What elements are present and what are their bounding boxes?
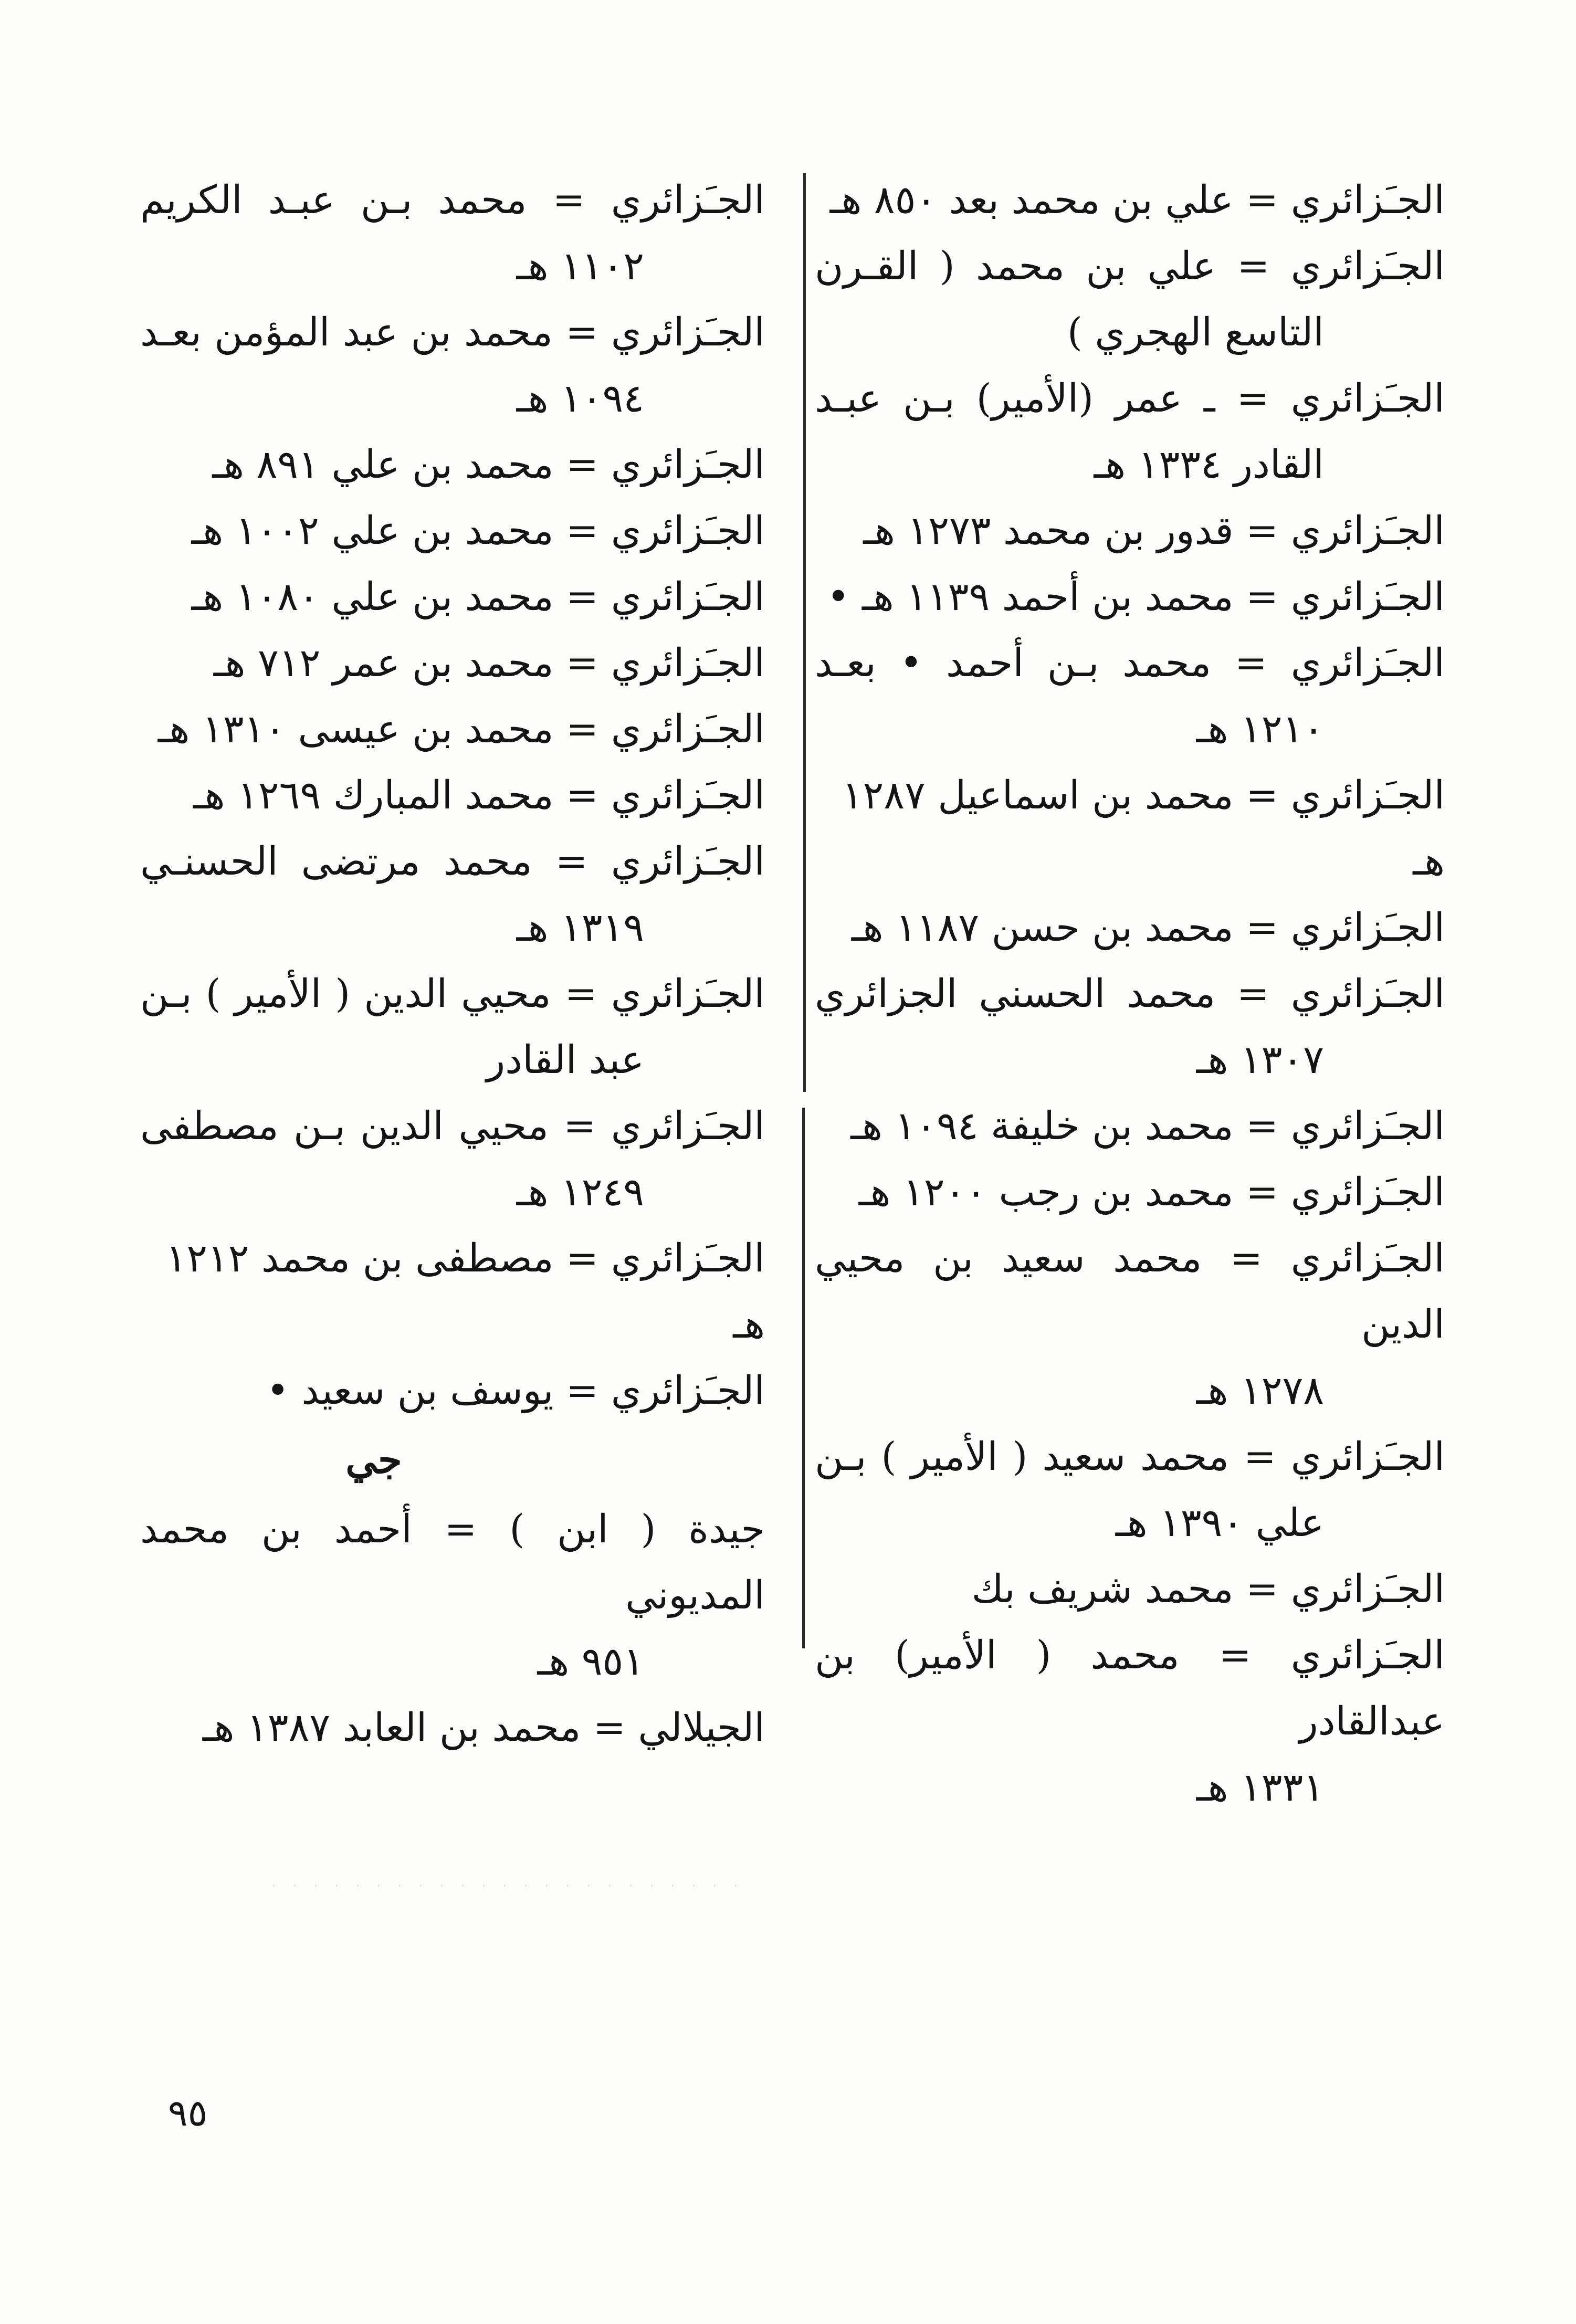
index-entry (140, 564, 765, 630)
index-entry (140, 1496, 765, 1695)
index-entry (140, 762, 765, 828)
index-entry (815, 1093, 1445, 1159)
column-divider-upper (803, 173, 806, 1092)
entry-text: الجـَزائري = محمد بن حسن ١١٨٧ هـ (851, 905, 1445, 950)
index-entry (815, 1424, 1445, 1556)
index-entry (815, 365, 1445, 498)
index-entry (140, 299, 765, 432)
entry-continuation: ١٢٤٩ هـ (516, 1170, 644, 1215)
entry-continuation: ١١٠٢ هـ (516, 244, 644, 289)
entry-text: الجـَزائري = علي بن محمد ( القـرن (815, 244, 1445, 289)
index-entry (815, 167, 1445, 233)
index-entry (140, 630, 765, 696)
entry-text: الجـَزائري = محمد ( الأمير) بن عبدالقادر (815, 1633, 1445, 1744)
entry-text: الجـَزائري = محمد بن اسماعيل ١٢٨٧ هـ (842, 773, 1445, 884)
entry-text: الجـَزائري = محمد بن علي ٨٩١ هـ (212, 442, 765, 487)
entry-continuation: علي ١٣٩٠ هـ (1115, 1500, 1324, 1545)
index-entry (815, 1556, 1445, 1622)
entry-text: الجـَزائري = محمد بن خليفة ١٠٩٤ هـ (850, 1103, 1445, 1149)
index-entry (140, 696, 765, 762)
index-entry (140, 961, 765, 1093)
entry-text: الجـَزائري = محمد سعيد بن محيي الدين (815, 1236, 1445, 1347)
entry-continuation: عبد القادر (486, 1037, 644, 1082)
page-number: ٩٥ (168, 2091, 208, 2134)
entry-text: الجـَزائري = مصطفى بن محمد ١٢١٢ هـ (165, 1236, 765, 1347)
right-column (815, 167, 1445, 1821)
entry-text: الجيلالي = محمد بن العابد ١٣٨٧ هـ (202, 1705, 765, 1750)
index-entry (815, 630, 1445, 762)
entry-text: جيدة ( ابن ) = أحمد بن محمد المديوني (140, 1507, 765, 1618)
entry-text: الجـَزائري = ـ عمر (الأمير) بـن عبـد (815, 376, 1445, 421)
entry-continuation: ١٣٠٧ هـ (1196, 1037, 1324, 1082)
entry-text: الجـَزائري = محمد بن أحمد ١١٣٩ هـ • (826, 574, 1445, 619)
entry-continuation: ١٠٩٤ هـ (516, 376, 644, 421)
entry-text: الجـَزائري = محمد مرتضى الحسنـي (140, 839, 765, 884)
entry-text: الجـَزائري = قدور بن محمد ١٢٧٣ هـ (863, 508, 1445, 553)
entry-text: الجـَزائري = محمد سعيد ( الأمير ) بـن (815, 1434, 1445, 1479)
left-entries-after-heading (140, 1496, 765, 1761)
entry-text: الجـَزائري = محيي الدين بـن مصطفى (140, 1103, 765, 1149)
entry-text: الجـَزائري = محمد بن عبد المؤمن بعـد (140, 310, 765, 355)
section-heading: جي (345, 1437, 402, 1482)
entry-text: الجـَزائري = محمد بـن أحمد • بعـد (815, 640, 1445, 686)
column-divider-lower (802, 1108, 805, 1648)
index-entry (140, 1225, 765, 1358)
index-entry (815, 1159, 1445, 1225)
entry-text: الجـَزائري = علي بن محمد بعد ٨٥٠ هـ (829, 177, 1445, 223)
scan-speckle (273, 1885, 745, 1887)
entry-text: الجـَزائري = محمد بن علي ١٠٠٢ هـ (191, 508, 765, 553)
index-entry (140, 432, 765, 498)
index-entry (140, 1695, 765, 1761)
entry-text: الجـَزائري = محمد بن عيسى ١٣١٠ هـ (157, 707, 765, 752)
left-column (140, 167, 765, 1761)
index-entry (815, 564, 1445, 630)
index-entry (815, 895, 1445, 961)
index-entry (140, 828, 765, 961)
entry-text: الجـَزائري = محمد المبارك ١٢٦٩ هـ (193, 773, 765, 818)
entry-continuation: ١٣٣١ هـ (1196, 1765, 1324, 1810)
entry-continuation: ١٢٧٨ هـ (1196, 1368, 1324, 1413)
entry-continuation: التاسع الهجري ) (1067, 310, 1324, 355)
entry-continuation: ٩٥١ هـ (537, 1639, 644, 1684)
index-entry (815, 233, 1445, 365)
index-entry (140, 1358, 765, 1424)
entry-text: الجـَزائري = محمد بن علي ١٠٨٠ هـ (191, 574, 765, 619)
index-entry (140, 167, 765, 299)
entry-text: الجـَزائري = محيي الدين ( الأمير ) بـن (140, 971, 765, 1016)
entry-text: الجـَزائري = يوسف بن سعيد • (266, 1368, 765, 1413)
index-entry (815, 762, 1445, 895)
index-entry (815, 498, 1445, 564)
entry-text: الجـَزائري = محمد شريف بك (971, 1566, 1445, 1612)
index-entry (140, 1093, 765, 1225)
index-entry (140, 498, 765, 564)
entry-text: الجـَزائري = محمد بـن عبـد الكريم (140, 177, 765, 223)
index-entry (815, 1622, 1445, 1821)
entry-continuation: ١٢١٠ هـ (1196, 707, 1324, 752)
index-entry (815, 1225, 1445, 1424)
entry-text: الجـَزائري = محمد الحسني الجزائري (815, 971, 1445, 1016)
entry-text: الجـَزائري = محمد بن رجب ١٢٠٠ هـ (858, 1170, 1445, 1215)
entry-continuation: القادر ١٣٣٤ هـ (1094, 442, 1324, 487)
entry-continuation: ١٣١٩ هـ (516, 905, 644, 950)
index-entry (815, 961, 1445, 1093)
left-entries (140, 167, 765, 1424)
entry-text: الجـَزائري = محمد بن عمر ٧١٢ هـ (213, 640, 765, 686)
